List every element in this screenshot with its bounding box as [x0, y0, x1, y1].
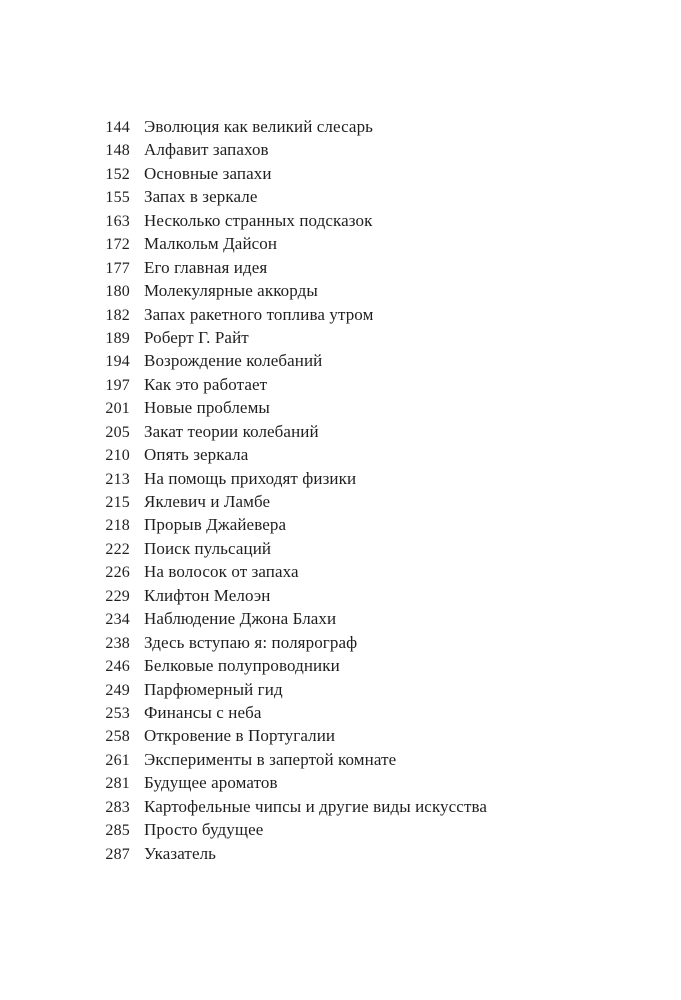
entry-title: Основные запахи: [144, 163, 272, 183]
page-number: 180: [105, 283, 130, 301]
entry-title: Эксперименты в запертой комнате: [144, 749, 397, 769]
entry-title: Яклевич и Ламбе: [144, 492, 271, 511]
entry-title: Как это работает: [144, 374, 268, 394]
toc-entry[interactable]: [96, 795, 656, 818]
page-number: 172: [105, 236, 130, 254]
toc-entry[interactable]: [96, 560, 656, 583]
page-number: 213: [105, 470, 130, 488]
toc-entry[interactable]: [96, 490, 656, 513]
toc-entry[interactable]: [96, 748, 656, 771]
toc-entry[interactable]: [96, 513, 656, 536]
entry-title: Эволюция как великий слесарь: [144, 117, 374, 136]
page-number: 287: [105, 845, 130, 863]
entry-title: Возрождение колебаний: [144, 351, 323, 371]
entry-title: Откровение в Португалии: [144, 726, 336, 746]
entry-title: Картофельные чипсы и другие виды искусства: [144, 796, 488, 816]
entry-title: Указатель: [144, 843, 217, 863]
entry-title: Здесь вступаю я: полярограф: [144, 632, 358, 652]
entry-title: Его главная идея: [144, 257, 268, 277]
toc-entry[interactable]: [96, 256, 656, 279]
page-number: 201: [105, 400, 130, 418]
toc-entry[interactable]: [96, 631, 656, 654]
toc-entry[interactable]: [96, 420, 656, 443]
page-number: 177: [105, 259, 130, 277]
entry-title: На волосок от запаха: [144, 562, 299, 582]
toc-entry[interactable]: [96, 701, 656, 724]
toc-entry[interactable]: [96, 842, 656, 865]
entry-title: Финансы с неба: [144, 702, 262, 722]
page-number: 189: [105, 329, 130, 347]
entry-title: Запах ракетного топлива утром: [144, 304, 374, 324]
page-number: 197: [105, 376, 130, 394]
toc-entry[interactable]: [96, 115, 656, 138]
page-number: 155: [105, 189, 130, 207]
entry-title: Алфавит запахов: [144, 140, 269, 160]
page-number: 152: [105, 165, 130, 183]
toc-entry[interactable]: [96, 678, 656, 701]
entry-title: Будущее ароматов: [144, 773, 278, 793]
page-number: 222: [105, 540, 130, 558]
entry-title: Закат теории колебаний: [144, 421, 319, 441]
page-number: 144: [105, 119, 130, 136]
entry-title: Наблюдение Джона Блахи: [144, 609, 337, 629]
page-number: 163: [105, 212, 130, 230]
toc-entry[interactable]: [96, 209, 656, 232]
page-number: 226: [105, 564, 130, 582]
entry-title: Новые проблемы: [144, 398, 270, 418]
entry-title: Роберт Г. Райт: [144, 327, 249, 347]
page-number: 218: [105, 517, 130, 535]
page-number: 194: [105, 353, 130, 371]
page-number: 229: [105, 587, 130, 605]
page-number: 246: [105, 658, 130, 676]
page-number: 215: [105, 494, 130, 511]
toc-entry[interactable]: [96, 185, 656, 208]
page-number: 261: [105, 751, 130, 769]
toc-entry[interactable]: [96, 162, 656, 185]
page-number: 148: [105, 142, 130, 160]
entry-title: Опять зеркала: [144, 445, 249, 465]
toc-entry[interactable]: [96, 326, 656, 349]
toc-entry[interactable]: [96, 443, 656, 466]
toc-entry[interactable]: [96, 537, 656, 560]
toc-entry[interactable]: [96, 279, 656, 302]
toc-entry[interactable]: [96, 396, 656, 419]
toc-entry[interactable]: [96, 138, 656, 161]
entry-title: Клифтон Мелоэн: [144, 585, 271, 605]
toc-entry[interactable]: [96, 654, 656, 677]
entry-title: Запах в зеркале: [144, 187, 258, 207]
entry-title: Прорыв Джайевера: [144, 515, 287, 535]
entry-title: Парфюмерный гид: [144, 679, 283, 699]
toc-entry[interactable]: [96, 607, 656, 630]
entry-title: На помощь приходят физики: [144, 468, 357, 488]
page-number: 205: [105, 423, 130, 441]
page-number: 281: [105, 775, 130, 793]
toc-entry[interactable]: [96, 232, 656, 255]
page-number: 182: [105, 306, 130, 324]
toc-entry[interactable]: [96, 467, 656, 490]
page-number: 253: [105, 704, 130, 722]
toc-entry[interactable]: [96, 584, 656, 607]
entry-title: Белковые полупроводники: [144, 656, 340, 676]
toc-entry[interactable]: [96, 303, 656, 326]
entry-title: Поиск пульсаций: [144, 538, 272, 558]
page-number: 210: [105, 447, 130, 465]
entry-title: Несколько странных подсказок: [144, 210, 373, 230]
toc-entry[interactable]: [96, 349, 656, 372]
toc-entry[interactable]: [96, 373, 656, 396]
table-of-contents: [96, 115, 656, 865]
page-number: 283: [105, 798, 130, 816]
page-number: 238: [105, 634, 130, 652]
toc-entry[interactable]: [96, 724, 656, 747]
entry-title: Малкольм Дайсон: [144, 234, 278, 254]
entry-title: Молекулярные аккорды: [144, 281, 318, 301]
page-number: 285: [105, 822, 130, 840]
page-number: 234: [105, 611, 130, 629]
page-number: 258: [105, 728, 130, 746]
toc-entry[interactable]: [96, 771, 656, 794]
toc-entry[interactable]: [96, 818, 656, 841]
entry-title: Просто будущее: [144, 820, 264, 840]
page-number: 249: [105, 681, 130, 699]
